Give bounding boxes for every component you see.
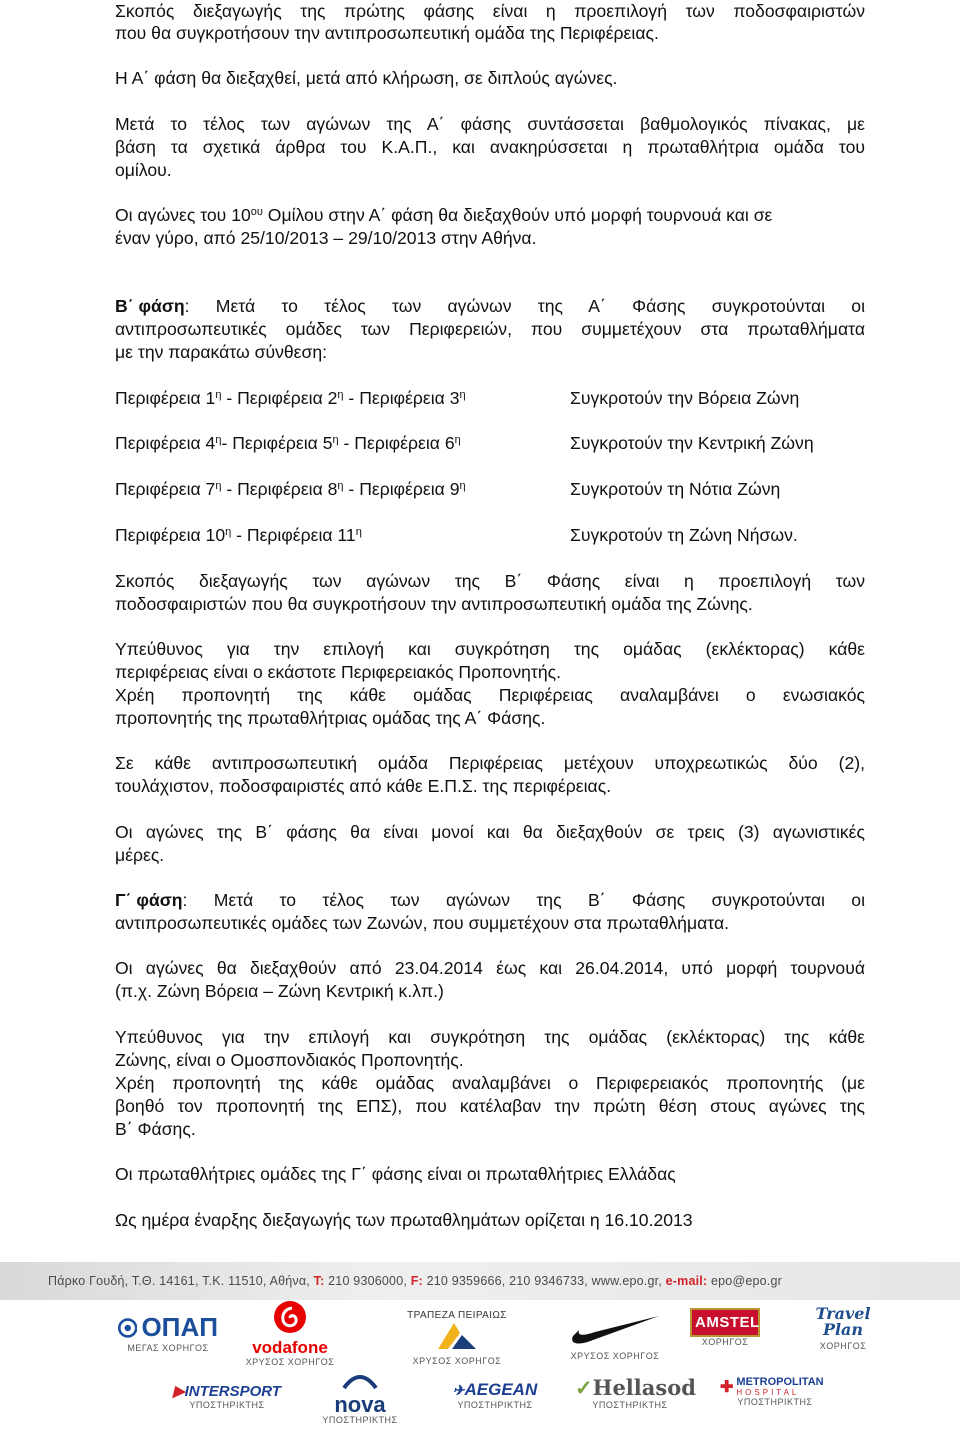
paragraph-line: Υπεύθυνος για την επιλογή και συγκρότηση της ομάδας (εκλέκτορας) της κάθε xyxy=(115,1027,865,1047)
regions-row-1: Περιφέρεια $1^\eta$ - Περιφέρεια $2^\eta$ - Περιφέρεια $3^\eta$ xyxy=(115,388,466,408)
sponsor-nike-logo: ΧΡΥΣΟΣ ΧΟΡΗΓΟΣ xyxy=(560,1312,670,1361)
zone-central: Συγκροτούν την Κεντρική Ζώνη xyxy=(570,433,814,453)
sponsor-nova-logo: nova ΥΠΟΣΤΗΡΙΚΤΗΣ xyxy=(320,1372,400,1425)
zone-north: Συγκροτούν την Βόρεια Ζώνη xyxy=(570,388,800,408)
paragraph-line: τουλάχιστον, ποδοσφαιριστές από κάθε Ε.Π.Σ. της περιφέρειας. xyxy=(115,776,612,796)
paragraph-line: βοηθό τον προπονητή της ΕΠΣ), που κατέλαβαν την πρώτη θέση στους αγώνες της xyxy=(115,1096,865,1116)
paragraph-line: Η Α΄ φάση θα διεξαχθεί, μετά από κλήρωση, σε διπλούς αγώνες. xyxy=(115,68,618,88)
paragraph-line: αντιπροσωπευτικές ομάδες των Ζωνών, που συμμετέχουν στα πρωταθλήματα. xyxy=(115,913,730,933)
sponsor-travelplan-logo: Travel Plan ΧΟΡΗΓΟΣ xyxy=(815,1304,871,1351)
paragraph-line: Οι αγώνες του $10^{o\upsilon}$ Ομίλου στην Α΄ φάση θα διεξαχθούν υπό μορφή τουρνουά και σε xyxy=(115,205,773,225)
opap-icon xyxy=(118,1313,137,1343)
sponsor-amstel-logo: AMSTEL ΧΟΡΗΓΟΣ xyxy=(690,1308,760,1347)
regions-row-3: Περιφέρεια $7^\eta$ - Περιφέρεια $8^\eta$ - Περιφέρεια $9^\eta$ xyxy=(115,479,466,499)
paragraph-line: ποδοσφαιριστών που θα συγκροτήσουν την αντιπροσωπευτική ομάδα της Ζώνης. xyxy=(115,594,753,614)
footer-contact-text: Πάρκο Γουδή, Τ.Θ. 14161, Τ.Κ. 11510, Αθήνα, T: 210 9306000, F: 210 9359666, 210 9346733, www.epo.gr, e-mail: epo@epo.gr xyxy=(48,1274,782,1288)
paragraph-line: προπονητής της πρωταθλήτριας ομάδας της Α΄ Φάσης. xyxy=(115,708,546,728)
paragraph-line: Σε κάθε αντιπροσωπευτική ομάδα Περιφέρειας μετέχουν υποχρεωτικώς δύο (2), xyxy=(115,753,865,773)
vodafone-icon xyxy=(273,1300,307,1334)
phase-b-label: Β΄ φάση xyxy=(115,296,185,316)
sponsor-piraeus-logo: ΤΡΑΠΕΖΑ ΠΕΙΡΑΙΩΣ ΧΡΥΣΟΣ ΧΟΡΗΓΟΣ xyxy=(407,1310,507,1366)
paragraph-line: που θα συγκροτήσουν την αντιπροσωπευτική ομάδα της Περιφέρειας. xyxy=(115,23,659,43)
aegean-icon: ✈ xyxy=(452,1382,465,1398)
nova-icon xyxy=(340,1372,380,1390)
paragraph-line: ομίλου. xyxy=(115,160,172,180)
paragraph-line: με την παρακάτω σύνθεση: xyxy=(115,342,328,362)
paragraph-line: Οι πρωταθλήτριες ομάδες της Γ΄ φάσης είναι οι πρωταθλήτριες Ελλάδας xyxy=(115,1164,676,1184)
piraeus-icon xyxy=(434,1321,480,1351)
zone-south: Συγκροτούν τη Νότια Ζώνη xyxy=(570,479,781,499)
paragraph-line: αντιπροσωπευτικές ομάδες των Περιφερειών, που συμμετέχουν στα πρωταθλήματα xyxy=(115,319,865,339)
footer-contact-bar xyxy=(0,1262,960,1300)
sponsor-opap-logo: ΟΠΑΠ ΜΕΓΑΣ ΧΟΡΗΓΟΣ xyxy=(118,1312,218,1353)
sponsor-hellasod-logo: ✓Hellasod ΥΠΟΣΤΗΡΙΚΤΗΣ xyxy=(575,1375,696,1410)
paragraph-line: Σκοπός διεξαγωγής των αγώνων της Β΄ Φάσης είναι η προεπιλογή των xyxy=(115,571,865,591)
paragraph-line: Χρέη προπονητή της κάθε ομάδας αναλαμβάνει ο Περιφερειακός προπονητής (με xyxy=(115,1073,865,1093)
regions-row-2: Περιφέρεια $4^\eta-$ Περιφέρεια $5^\eta$ - Περιφέρεια $6^\eta$ xyxy=(115,433,461,453)
zone-islands: Συγκροτούν τη Ζώνη Νήσων. xyxy=(570,525,798,545)
sponsor-intersport-logo: ▶INTERSPORT ΥΠΟΣΤΗΡΙΚΤΗΣ xyxy=(173,1383,281,1410)
regions-row-4: Περιφέρεια $10^\eta$ - Περιφέρεια $11^\eta$ xyxy=(115,525,362,545)
paragraph-line: Οι αγώνες της Β΄ φάσης θα είναι μονοί και θα διεξαχθούν σε τρεις (3) αγωνιστικές xyxy=(115,822,865,842)
intersport-mark-icon: ▶ xyxy=(173,1383,185,1400)
sponsor-metropolitan-logo: ✚ METROPOLITAN HOSPITAL ΥΠΟΣΤΗΡΙΚΤΗΣ xyxy=(720,1376,824,1407)
paragraph-line: έναν γύρο, από 25/10/2013 – 29/10/2013 στην Αθήνα. xyxy=(115,228,537,248)
metropolitan-icon: ✚ xyxy=(720,1379,734,1396)
phase-c-label: Γ΄ φάση xyxy=(115,890,183,910)
phase-b-heading: Β΄ φάση : Μετά το τέλος των αγώνων της Α΄ Φάσης συγκροτούνται οι xyxy=(115,296,865,316)
paragraph-line: Υπεύθυνος για την επιλογή και συγκρότηση της ομάδας (εκλέκτορας) κάθε xyxy=(115,639,865,659)
paragraph-line: Β΄ Φάσης. xyxy=(115,1119,196,1139)
paragraph-line: Μετά το τέλος των αγώνων της Α΄ φάσης συντάσσεται βαθμολογικός πίνακας, με xyxy=(115,114,865,134)
sponsor-vodafone-logo: vodafone ΧΡΥΣΟΣ ΧΟΡΗΓΟΣ xyxy=(245,1300,335,1367)
sponsor-aegean-logo: ✈AEGEAN ΥΠΟΣΤΗΡΙΚΤΗΣ xyxy=(452,1380,538,1410)
paragraph-line: (π.χ. Ζώνη Βόρεια – Ζώνη Κεντρική κ.λπ.) xyxy=(115,981,444,1001)
phase-c-heading: Γ΄ φάση : Μετά το τέλος των αγώνων της Β΄ Φάσης συγκροτούνται οι xyxy=(115,890,865,910)
paragraph-line: Χρέη προπονητή της κάθε ομάδας Περιφέρειας αναλαμβάνει ο ενωσιακός xyxy=(115,685,865,705)
hellasod-icon: ✓ xyxy=(575,1375,593,1400)
paragraph-line: Ως ημέρα έναρξης διεξαγωγής των πρωταθλημάτων ορίζεται η 16.10.2013 xyxy=(115,1210,693,1230)
paragraph-line: περιφέρειας είναι ο εκάστοτε Περιφερειακός Προπονητής. xyxy=(115,662,562,682)
paragraph-line: μέρες. xyxy=(115,845,165,865)
paragraph-line: βάση τα σχετικά άρθρα του Κ.Α.Π., και ανακηρύσσεται η πρωταθλήτρια ομάδα του xyxy=(115,137,865,157)
nike-swoosh-icon xyxy=(569,1312,661,1346)
paragraph-line: Σκοπός διεξαγωγής της πρώτης φάσης είναι η προεπιλογή των ποδοσφαιριστών xyxy=(115,1,865,21)
paragraph-line: Οι αγώνες θα διεξαχθούν από 23.04.2014 έως και 26.04.2014, υπό μορφή τουρνουά xyxy=(115,958,865,978)
paragraph-line: Ζώνης, είναι ο Ομοσπονδιακός Προπονητής. xyxy=(115,1050,464,1070)
